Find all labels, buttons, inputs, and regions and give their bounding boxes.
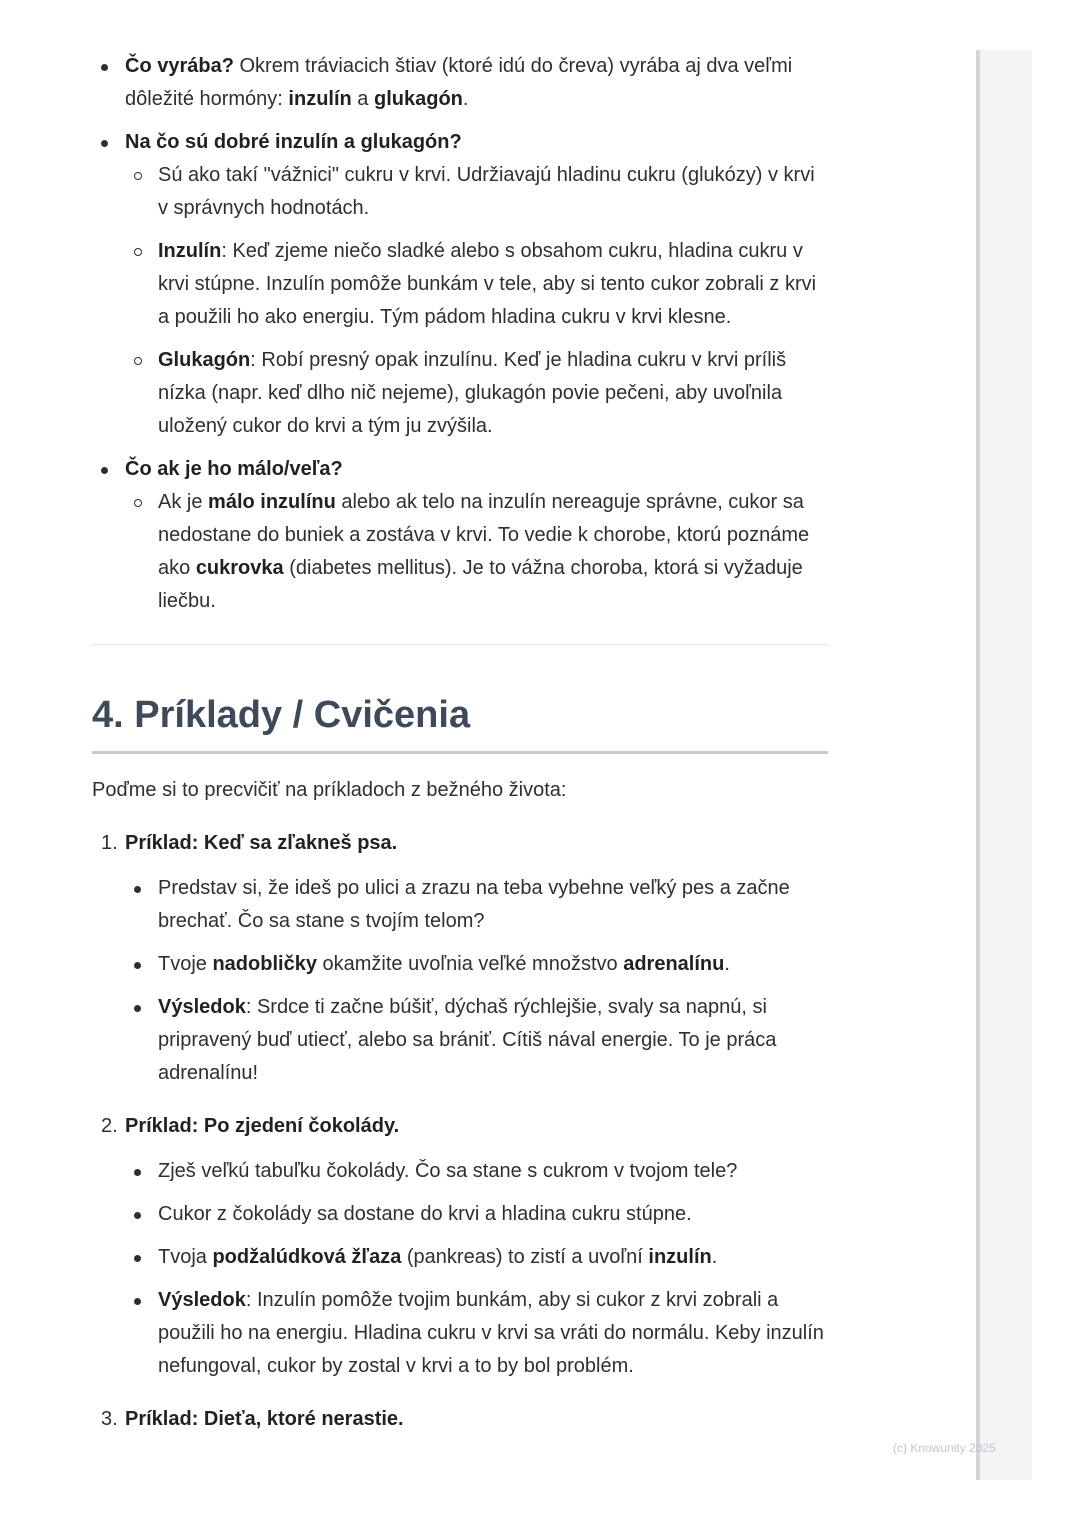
text: Sú ako takí "vážnici" cukru v krvi. Udržiavajú hladinu cukru (glukózy) v krvi v správnych hodnotách. xyxy=(158,164,815,219)
text: okamžite uvoľnia veľké množstvo xyxy=(316,953,624,975)
bold-term: Výsledok xyxy=(158,996,246,1018)
text: (pankreas) to zistí a uvoľní xyxy=(401,1246,649,1268)
question-label: Na čo sú dobré inzulín a glukagón? xyxy=(125,131,462,153)
list-item xyxy=(125,1155,828,1188)
sub-list xyxy=(125,486,828,618)
text: Cukor z čokolády sa dostane do krvi a hladina cukru stúpne. xyxy=(158,1203,692,1225)
sub-list-item xyxy=(125,344,828,443)
sub-list-item xyxy=(125,486,828,618)
text: : Keď zjeme niečo sladké alebo s obsahom cukru, hladina cukru v krvi stúpne. Inzulín pomôže bunkám v tele, aby si tento cukor zobrali z krvi a použili ho ako energiu. Tým pádom hladina cukru v krvi klesne. xyxy=(158,240,817,328)
example-title-text: Príklad: Keď sa zľakneš psa. xyxy=(125,832,398,854)
bold-term: adrenalínu xyxy=(623,953,725,975)
example-item xyxy=(92,1403,828,1436)
text: . xyxy=(711,1246,718,1268)
bold-term: málo inzulínu xyxy=(208,491,336,513)
question-label: Čo vyrába? xyxy=(125,55,234,77)
text: (diabetes mellitus). Je to vážna choroba, ktorá si vyžaduje liečbu. xyxy=(158,557,803,612)
bold-term: podžalúdková žľaza xyxy=(212,1246,402,1268)
example-title xyxy=(125,1110,828,1143)
text: : Robí presný opak inzulínu. Keď je hladina cukru v krvi príliš nízka (napr. keď dlho nič nejeme), glukagón povie pečeni, aby uvoľnila uložený cukor do krvi a tým ju zvýšila. xyxy=(158,349,787,437)
text: . xyxy=(724,953,730,975)
list-item xyxy=(92,453,828,618)
copyright-notice: (c) Knowunity 2025 xyxy=(893,1441,996,1455)
bold-term: glukagón xyxy=(374,88,463,110)
bold-term: inzulín xyxy=(648,1246,712,1268)
text: . xyxy=(462,88,469,110)
list-item xyxy=(92,126,828,443)
text: alebo ak telo na inzulín nereaguje správne, cukor sa nedostane do buniek a zostáva v krvi. To vedie k chorobe, ktorú poznáme ako xyxy=(158,491,810,579)
text: : Srdce ti začne búšiť, dýchaš rýchlejšie, svaly sa napnú, si pripravený buď utiecť, alebo sa brániť. Cítiš nával energie. To je práca adrenalínu! xyxy=(158,996,777,1084)
paragraph xyxy=(125,126,828,159)
text: Tvoje xyxy=(158,953,213,975)
example-item xyxy=(92,1110,828,1383)
list-item xyxy=(125,1284,828,1383)
divider xyxy=(92,644,828,645)
document-content xyxy=(92,50,828,1456)
list-item xyxy=(125,948,828,981)
example-bullets xyxy=(125,1155,828,1383)
bold-term: inzulín xyxy=(288,88,352,110)
text: a xyxy=(351,88,374,110)
example-number: 1. xyxy=(101,832,118,854)
bold-term: Glukagón xyxy=(158,349,251,371)
intro-paragraph: Poďme si to precvičiť na príkladoch z bežného života: xyxy=(92,779,567,801)
sub-list-item xyxy=(125,159,828,225)
paragraph xyxy=(125,50,828,116)
example-item xyxy=(92,827,828,1090)
question-label: Čo ak je ho málo/veľa? xyxy=(125,458,343,480)
examples-list xyxy=(92,827,828,1436)
example-number: 3. xyxy=(101,1408,118,1430)
list-item xyxy=(125,872,828,938)
text: Predstav si, že ideš po ulici a zrazu na teba vybehne veľký pes a začne brechať. Čo sa stane s tvojím telom? xyxy=(158,877,790,932)
example-title xyxy=(125,1403,828,1436)
paragraph xyxy=(125,453,828,486)
list-item xyxy=(92,50,828,116)
bold-term: cukrovka xyxy=(195,557,284,579)
list-item xyxy=(125,1241,828,1274)
sub-list-item xyxy=(125,235,828,334)
list-item xyxy=(125,991,828,1090)
bold-term: Inzulín xyxy=(158,240,222,262)
example-title-text: Príklad: Dieťa, ktoré nerastie. xyxy=(125,1408,404,1430)
text: Okrem tráviacich štiav (ktoré idú do čreva) vyrába aj dva veľmi dôležité hormóny: xyxy=(125,55,793,110)
section3-list xyxy=(92,50,828,618)
list-item xyxy=(125,1198,828,1231)
text: : Inzulín pomôže tvojim bunkám, aby si cukor z krvi zobrali a použili ho na energiu. Hladina cukru v krvi sa vráti do normálu. Keby inzulín nefungoval, cukor by zostal v krvi a to by bol problém. xyxy=(158,1289,824,1377)
sub-list xyxy=(125,159,828,443)
text: Ak je xyxy=(158,491,209,513)
page-sidebar xyxy=(976,50,1032,1480)
text: Tvoja xyxy=(158,1246,213,1268)
example-title-text: Príklad: Po zjedení čokolády. xyxy=(125,1115,400,1137)
bold-term: nadobličky xyxy=(212,953,317,975)
section-heading: 4. Príklady / Cvičenia xyxy=(92,689,828,754)
example-number: 2. xyxy=(101,1115,118,1137)
example-title xyxy=(125,827,828,860)
text: Zješ veľkú tabuľku čokolády. Čo sa stane s cukrom v tvojom tele? xyxy=(158,1160,738,1182)
example-bullets xyxy=(125,872,828,1090)
bold-term: Výsledok xyxy=(158,1289,246,1311)
